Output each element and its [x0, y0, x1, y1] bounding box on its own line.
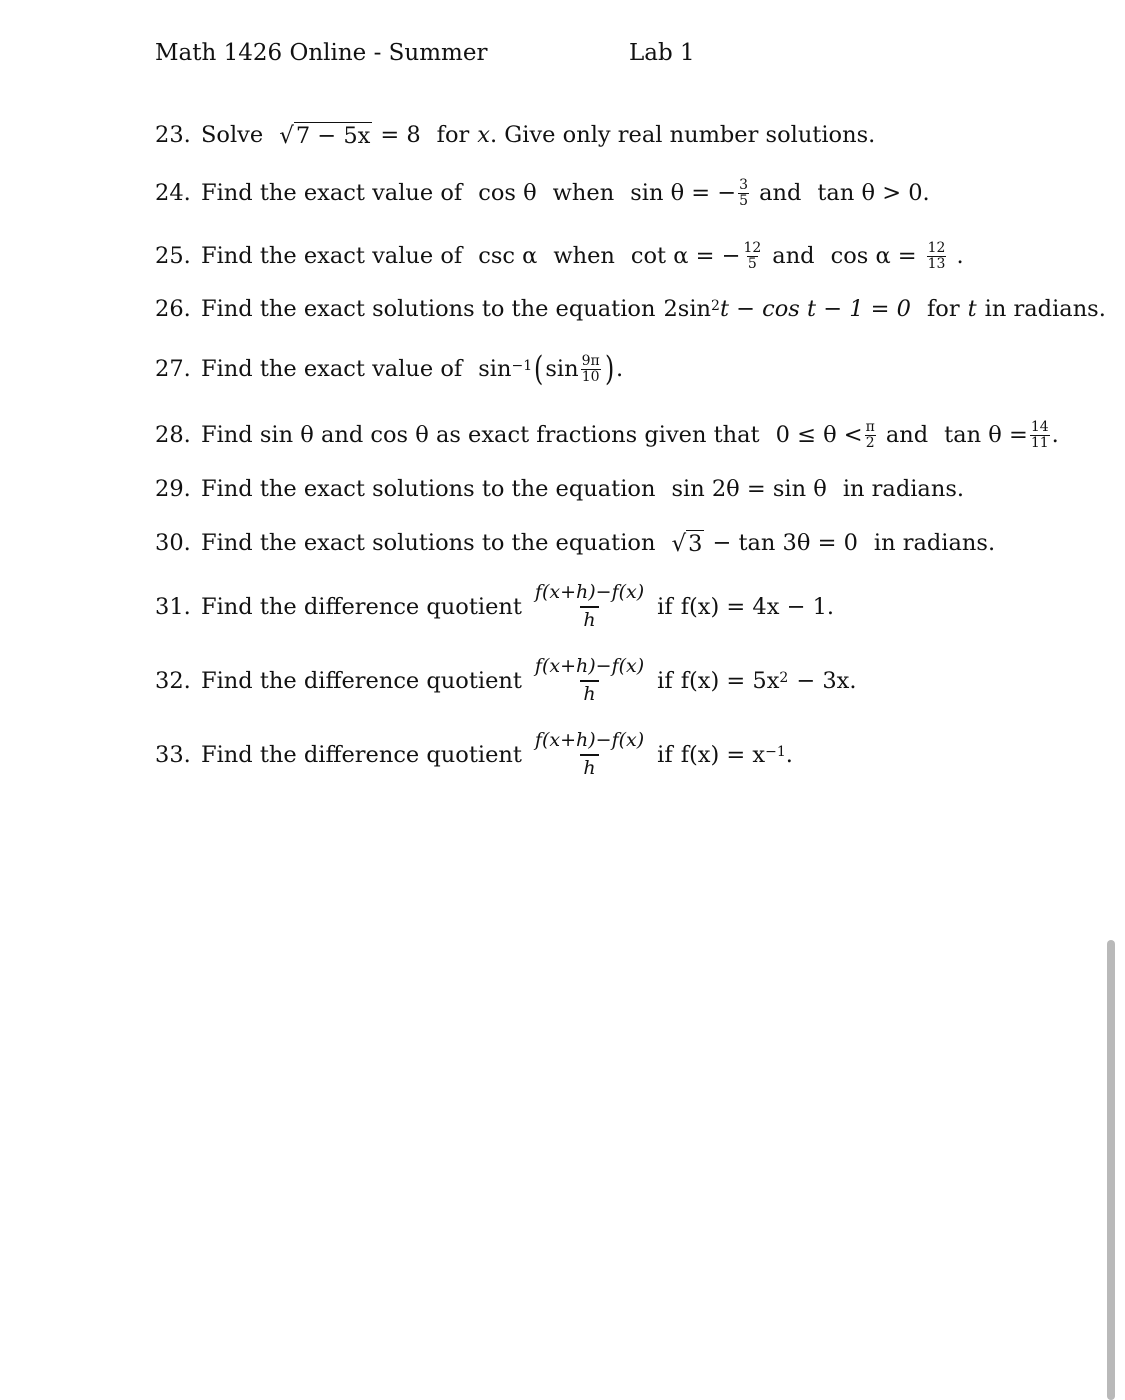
vertical-scrollbar[interactable] [1107, 940, 1115, 1400]
fraction: $\frac{14}{11}$ [1030, 419, 1049, 451]
fraction: $\frac{3}{5}$ [739, 177, 749, 209]
problem-27: 27. Find the exact value of sin $^{-1}$ ( sin $\frac{9\pi}{10}$ ) . [155, 349, 624, 389]
problem-30: 30. Find the exact solutions to the equation √ 3 − tan 3θ = 0 in radians. [155, 529, 996, 557]
square-root: √ 7 − 5x [279, 122, 371, 149]
problem-32: 32. Find the difference quotient $\frac{f(x+h)-f(x)}{h}$ if f(x) = 5x $^2$ − 3x. [155, 655, 857, 705]
fraction: $\frac{\pi}{2}$ [865, 419, 875, 451]
fraction: $\frac{12}{5}$ [743, 240, 762, 272]
problem-28: 28. Find sin θ and cos θ as exact fractions given that 0 ≤ θ < $\frac{\pi}{2}$ and tan θ = $\frac{14}{11}$ . [155, 419, 1059, 451]
course-title: Math 1426 Online - Summer [155, 40, 488, 66]
problem-31: 31. Find the difference quotient $\frac{f(x+h)-f(x)}{h}$ if f(x) = 4x − 1. [155, 581, 835, 631]
square-root: √ 3 [671, 530, 703, 557]
difference-quotient-fraction: $\frac{f(x+h)-f(x)}{h}$ [534, 729, 645, 779]
problem-33: 33. Find the difference quotient $\frac{f(x+h)-f(x)}{h}$ if f(x) = x $^{-1}$ . [155, 729, 793, 779]
problem-24: 24. Find the exact value of cos θ when sin θ = − $\frac{3}{5}$ and tan θ > 0. [155, 177, 930, 209]
difference-quotient-fraction: $\frac{f(x+h)-f(x)}{h}$ [534, 581, 645, 631]
difference-quotient-fraction: $\frac{f(x+h)-f(x)}{h}$ [534, 655, 645, 705]
problem-23: 23. Solve √ 7 − 5x = 8 for x . Give only real number solutions. [155, 121, 876, 149]
lab-title: Lab 1 [629, 40, 695, 66]
problem-26: 26. Find the exact solutions to the equation 2sin $^2$ t − cos t − 1 = 0 for t in radians. [155, 296, 1106, 322]
fraction: $\frac{12}{13}$ [927, 240, 946, 272]
fraction: $\frac{9\pi}{10}$ [581, 352, 600, 385]
problem-25: 25. Find the exact value of csc α when cot α = − $\frac{12}{5}$ and cos α = $\frac{12}{13}$ . [155, 240, 964, 272]
problem-29: 29. Find the exact solutions to the equation sin 2θ = sin θ in radians. [155, 476, 965, 502]
